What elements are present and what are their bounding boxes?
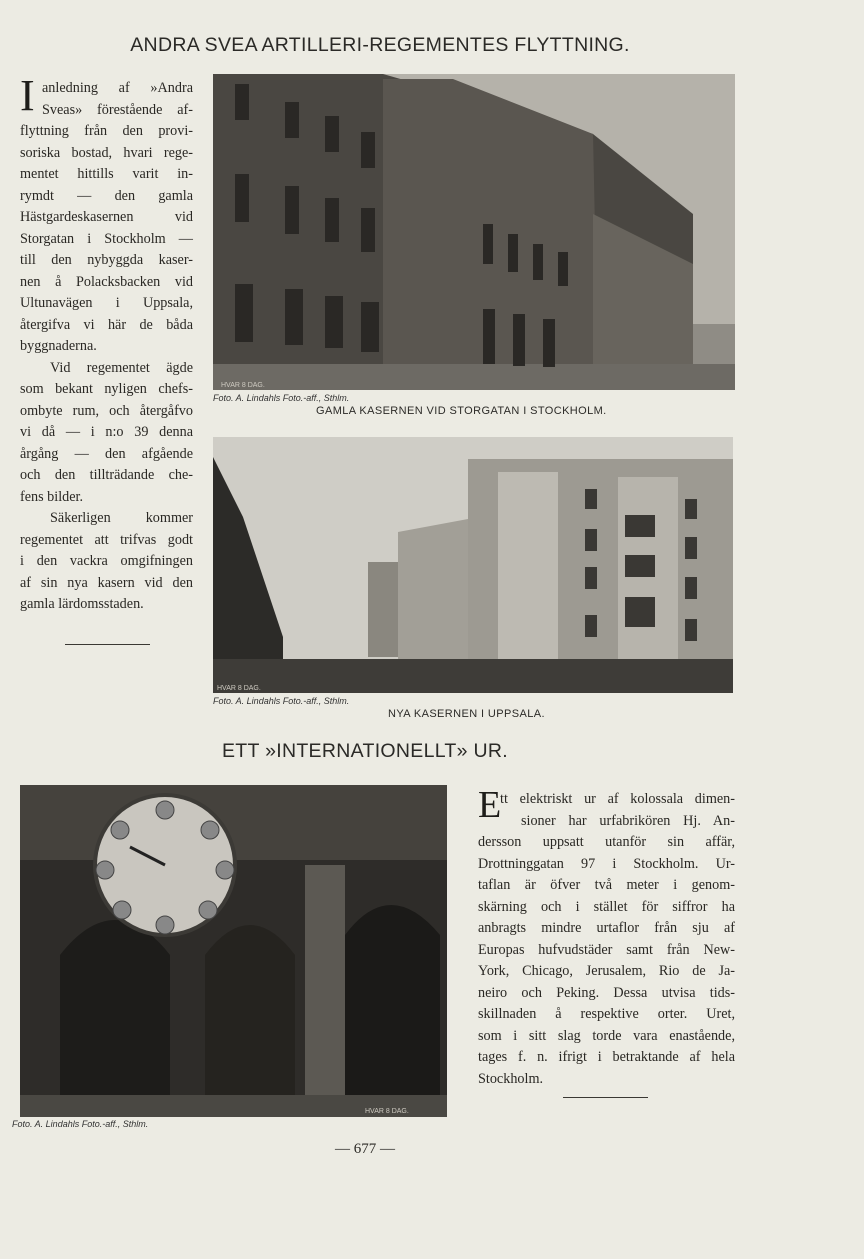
text-line: Säkerligen kommer (50, 510, 193, 526)
text-line: regementet att trifvas godt (20, 531, 193, 548)
photo-credit: Foto. A. Lindahls Foto.-aff., Sthlm. (12, 1119, 149, 1129)
text-line: gamla lärdomsstaden. (20, 596, 144, 612)
text-line: skärning och i stället för siffror ha (478, 898, 735, 915)
photo-credit: Foto. A. Lindahls Foto.-aff., Sthlm. (213, 393, 350, 403)
photo-caption: NYA KASERNEN I UPPSALA. (388, 708, 545, 720)
text-line: vi då — i n:o 39 denna (20, 424, 193, 440)
page-number: — 677 — (335, 1141, 395, 1157)
text-line: nen å Polacksbacken vid (20, 273, 193, 290)
photo-clock (20, 785, 447, 1117)
article-title: ANDRA SVEA ARTILLERI-REGEMENTES FLYTTNING. (130, 34, 630, 56)
text-line: Sveas» förestående af- (42, 101, 193, 118)
text-line: dersson uppsatt utanför sin affär, (478, 834, 735, 850)
text-line: rymdt — den gamla (20, 187, 193, 204)
divider (563, 1097, 648, 1098)
text-line: återgifva vi här de båda (20, 316, 193, 333)
text-line: Drottninggatan 97 i Stockholm. Ur- (478, 855, 735, 872)
text-line: byggnaderna. (20, 338, 97, 354)
engraver-mark: HVAR 8 DAG. (221, 382, 265, 389)
text-line: Stockholm. (478, 1070, 544, 1087)
text-line: Europas hufvudstäder samt från New- (478, 941, 735, 958)
text-line: i den vackra omgifningen (20, 553, 193, 569)
text-line: Hästgardeskasernen vid (20, 209, 193, 225)
text-line: som i sitt slag torde vara enastående, (478, 1027, 735, 1044)
drop-cap: E (478, 784, 502, 826)
text-line: Storgatan i Stockholm — (20, 230, 193, 247)
article-title: ETT »INTERNATIONELLT» UR. (222, 740, 508, 762)
text-line: anledning af »Andra (42, 80, 193, 96)
text-line: soriska bostad, hvari rege- (20, 144, 193, 161)
text-line: tages f. n. ifrigt i betraktande af hela (478, 1049, 735, 1065)
drop-cap: I (20, 71, 35, 120)
text-line: till den nybyggda kaser- (20, 252, 193, 268)
text-line: sioner har urfabrikören Hj. An- (521, 812, 735, 829)
text-line: och den tillträdande che- (20, 467, 193, 483)
text-line: flyttning från den provi- (20, 123, 193, 139)
photo-caption: GAMLA KASERNEN VID STORGATAN I STOCKHOLM. (316, 405, 607, 417)
article-body (478, 789, 735, 1090)
text-line: skillnaden å respektive orter. Uret, (478, 1006, 735, 1022)
text-line: årgång — den afgående (20, 445, 193, 462)
text-line: anbragts mindre urtaflor från sju af (478, 920, 735, 936)
text-line: taflan är öfver två meter i genom- (478, 877, 735, 893)
text-line: tt elektriskt ur af kolossala dimen- (500, 791, 735, 807)
photo-new-barracks (213, 437, 733, 693)
text-line: ombyte rum, och återgåfvo (20, 402, 193, 419)
text-line: York, Chicago, Jerusalem, Rio de Ja- (478, 963, 735, 979)
text-line: neiro och Peking. Dessa utvisa tids- (478, 984, 735, 1001)
engraver-mark: HVAR 8 DAG. (365, 1108, 409, 1115)
text-line: som bekant nyligen chefs- (20, 381, 193, 397)
divider (65, 644, 150, 645)
text-line: Ultunavägen i Uppsala, (20, 295, 193, 311)
photo-credit: Foto. A. Lindahls Foto.-aff., Sthlm. (213, 696, 350, 706)
text-line: mentet hittills varit in- (20, 166, 193, 182)
text-line: fens bilder. (20, 488, 84, 505)
article-body (20, 78, 193, 616)
photo-old-barracks (213, 74, 735, 390)
engraver-mark: HVAR 8 DAG. (217, 685, 261, 692)
text-line: af sin nya kasern vid den (20, 574, 193, 591)
text-line: Vid regementet ägde (50, 359, 193, 376)
